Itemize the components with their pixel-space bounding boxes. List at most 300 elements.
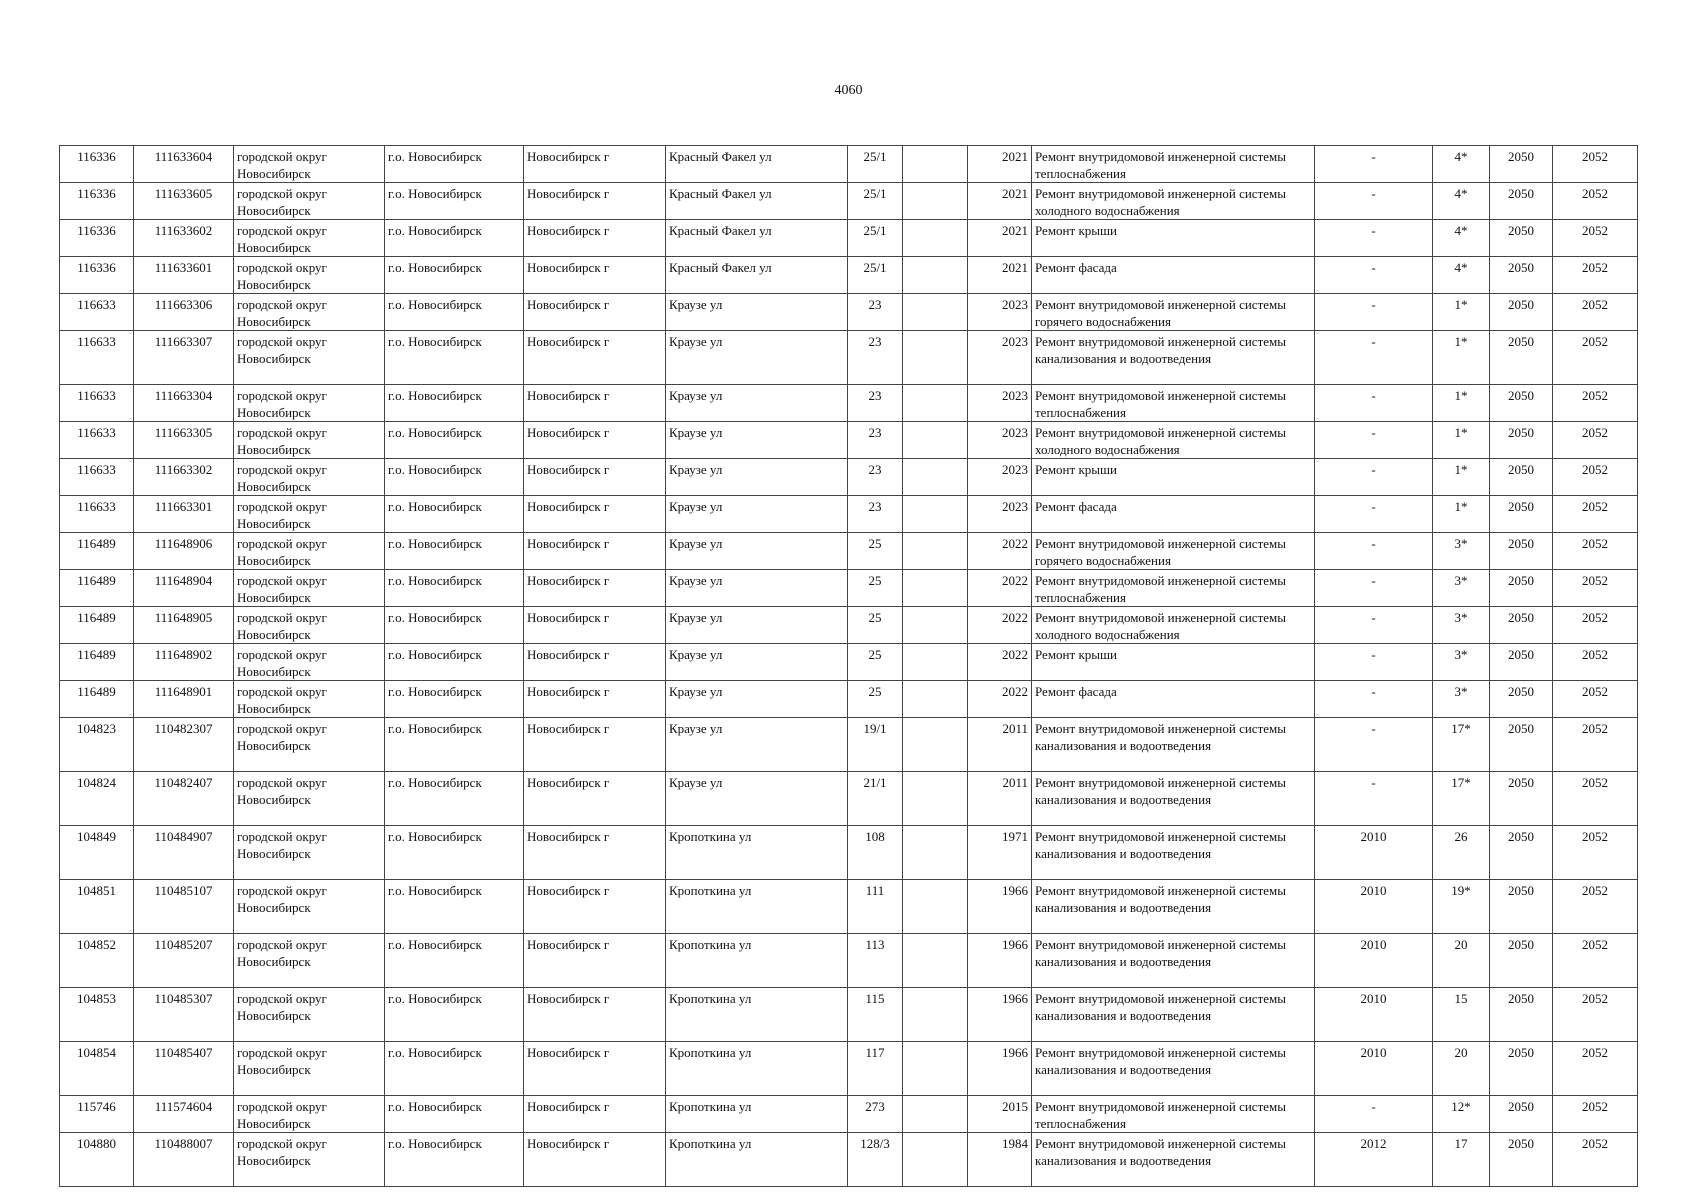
cell-street: Кропоткина ул: [666, 880, 848, 934]
cell-year-built: 1984: [968, 1133, 1032, 1187]
cell-locality: Новосибирск г: [524, 146, 666, 183]
cell-work-code: 110485307: [134, 988, 234, 1042]
cell-wear: 3*: [1433, 570, 1490, 607]
cell-year-built: 2023: [968, 385, 1032, 422]
cell-municipality: г.о. Новосибирск: [385, 459, 524, 496]
cell-district: городской округ Новосибирск: [234, 570, 385, 607]
cell-municipality: г.о. Новосибирск: [385, 496, 524, 533]
cell-street: Краузе ул: [666, 718, 848, 772]
cell-wear: 17: [1433, 1133, 1490, 1187]
cell-work-code: 110482407: [134, 772, 234, 826]
cell-last-repair-year: 2010: [1315, 1042, 1433, 1096]
cell-period-start: 2050: [1490, 331, 1553, 385]
cell-year-built: 2021: [968, 257, 1032, 294]
cell-street: Краузе ул: [666, 533, 848, 570]
cell-locality: Новосибирск г: [524, 385, 666, 422]
cell-wear: 3*: [1433, 681, 1490, 718]
cell-corpus: [903, 681, 968, 718]
cell-work-code: 111633601: [134, 257, 234, 294]
cell-locality: Новосибирск г: [524, 772, 666, 826]
cell-work-type: Ремонт крыши: [1032, 220, 1315, 257]
cell-corpus: [903, 146, 968, 183]
cell-district: городской округ Новосибирск: [234, 331, 385, 385]
cell-work-code: 111648901: [134, 681, 234, 718]
cell-year-built: 1966: [968, 988, 1032, 1042]
table-row: [60, 934, 1638, 988]
table-row: [60, 607, 1638, 644]
cell-period-end: 2052: [1553, 459, 1638, 496]
table-row: [60, 533, 1638, 570]
cell-work-code: 110482307: [134, 718, 234, 772]
cell-last-repair-year: -: [1315, 772, 1433, 826]
cell-work-type: Ремонт внутридомовой инженерной системы холодного водоснабжения: [1032, 607, 1315, 644]
cell-municipality: г.о. Новосибирск: [385, 1096, 524, 1133]
cell-period-start: 2050: [1490, 644, 1553, 681]
cell-object-id: 104880: [60, 1133, 134, 1187]
cell-municipality: г.о. Новосибирск: [385, 294, 524, 331]
cell-district: городской округ Новосибирск: [234, 1042, 385, 1096]
cell-locality: Новосибирск г: [524, 988, 666, 1042]
cell-street: Краузе ул: [666, 294, 848, 331]
cell-year-built: 2011: [968, 772, 1032, 826]
cell-year-built: 2021: [968, 146, 1032, 183]
cell-wear: 4*: [1433, 183, 1490, 220]
cell-wear: 3*: [1433, 607, 1490, 644]
cell-house-number: 128/3: [848, 1133, 903, 1187]
cell-last-repair-year: -: [1315, 183, 1433, 220]
cell-street: Кропоткина ул: [666, 1096, 848, 1133]
cell-house-number: 23: [848, 294, 903, 331]
cell-period-start: 2050: [1490, 1096, 1553, 1133]
cell-work-code: 111663306: [134, 294, 234, 331]
cell-work-code: 111633604: [134, 146, 234, 183]
cell-municipality: г.о. Новосибирск: [385, 570, 524, 607]
cell-municipality: г.о. Новосибирск: [385, 826, 524, 880]
table-row: [60, 459, 1638, 496]
cell-work-code: 111633602: [134, 220, 234, 257]
cell-work-code: 111633605: [134, 183, 234, 220]
cell-corpus: [903, 934, 968, 988]
cell-period-end: 2052: [1553, 331, 1638, 385]
cell-wear: 1*: [1433, 331, 1490, 385]
cell-last-repair-year: -: [1315, 1096, 1433, 1133]
cell-locality: Новосибирск г: [524, 607, 666, 644]
cell-street: Краузе ул: [666, 772, 848, 826]
cell-work-type: Ремонт внутридомовой инженерной системы канализования и водоотведения: [1032, 772, 1315, 826]
cell-street: Красный Факел ул: [666, 220, 848, 257]
cell-period-start: 2050: [1490, 496, 1553, 533]
cell-corpus: [903, 607, 968, 644]
cell-work-code: 110485207: [134, 934, 234, 988]
cell-municipality: г.о. Новосибирск: [385, 220, 524, 257]
cell-house-number: 23: [848, 422, 903, 459]
table-row: [60, 772, 1638, 826]
cell-object-id: 104824: [60, 772, 134, 826]
cell-street: Краузе ул: [666, 331, 848, 385]
cell-last-repair-year: -: [1315, 644, 1433, 681]
cell-object-id: 116489: [60, 533, 134, 570]
cell-house-number: 25: [848, 681, 903, 718]
cell-year-built: 2022: [968, 681, 1032, 718]
cell-municipality: г.о. Новосибирск: [385, 146, 524, 183]
cell-object-id: 116336: [60, 183, 134, 220]
cell-period-start: 2050: [1490, 1133, 1553, 1187]
cell-municipality: г.о. Новосибирск: [385, 331, 524, 385]
cell-work-code: 111648906: [134, 533, 234, 570]
cell-house-number: 115: [848, 988, 903, 1042]
cell-last-repair-year: -: [1315, 331, 1433, 385]
cell-last-repair-year: -: [1315, 607, 1433, 644]
cell-street: Краузе ул: [666, 422, 848, 459]
cell-period-start: 2050: [1490, 988, 1553, 1042]
cell-period-start: 2050: [1490, 220, 1553, 257]
cell-street: Кропоткина ул: [666, 826, 848, 880]
cell-period-start: 2050: [1490, 294, 1553, 331]
cell-period-end: 2052: [1553, 294, 1638, 331]
cell-period-start: 2050: [1490, 257, 1553, 294]
cell-period-end: 2052: [1553, 257, 1638, 294]
cell-period-start: 2050: [1490, 183, 1553, 220]
cell-object-id: 116633: [60, 496, 134, 533]
cell-locality: Новосибирск г: [524, 644, 666, 681]
cell-district: городской округ Новосибирск: [234, 607, 385, 644]
cell-locality: Новосибирск г: [524, 459, 666, 496]
cell-work-type: Ремонт фасада: [1032, 257, 1315, 294]
cell-period-start: 2050: [1490, 772, 1553, 826]
cell-house-number: 25/1: [848, 183, 903, 220]
cell-locality: Новосибирск г: [524, 934, 666, 988]
cell-work-type: Ремонт внутридомовой инженерной системы канализования и водоотведения: [1032, 880, 1315, 934]
cell-year-built: 2022: [968, 533, 1032, 570]
cell-wear: 4*: [1433, 257, 1490, 294]
cell-district: городской округ Новосибирск: [234, 681, 385, 718]
cell-municipality: г.о. Новосибирск: [385, 934, 524, 988]
cell-municipality: г.о. Новосибирск: [385, 385, 524, 422]
cell-wear: 15: [1433, 988, 1490, 1042]
cell-locality: Новосибирск г: [524, 681, 666, 718]
table-row: [60, 422, 1638, 459]
cell-wear: 3*: [1433, 533, 1490, 570]
cell-locality: Новосибирск г: [524, 826, 666, 880]
cell-last-repair-year: -: [1315, 385, 1433, 422]
cell-corpus: [903, 496, 968, 533]
cell-corpus: [903, 988, 968, 1042]
cell-locality: Новосибирск г: [524, 570, 666, 607]
cell-last-repair-year: -: [1315, 570, 1433, 607]
cell-last-repair-year: 2010: [1315, 826, 1433, 880]
cell-object-id: 116489: [60, 644, 134, 681]
cell-wear: 17*: [1433, 718, 1490, 772]
cell-period-start: 2050: [1490, 422, 1553, 459]
cell-corpus: [903, 772, 968, 826]
cell-wear: 20: [1433, 934, 1490, 988]
cell-period-end: 2052: [1553, 880, 1638, 934]
cell-period-end: 2052: [1553, 183, 1638, 220]
cell-work-code: 111663305: [134, 422, 234, 459]
cell-street: Красный Факел ул: [666, 257, 848, 294]
cell-municipality: г.о. Новосибирск: [385, 644, 524, 681]
cell-wear: 12*: [1433, 1096, 1490, 1133]
cell-district: городской округ Новосибирск: [234, 934, 385, 988]
cell-corpus: [903, 718, 968, 772]
cell-work-code: 110485107: [134, 880, 234, 934]
table-row: [60, 1096, 1638, 1133]
cell-object-id: 116336: [60, 146, 134, 183]
cell-year-built: 2022: [968, 644, 1032, 681]
cell-street: Красный Факел ул: [666, 146, 848, 183]
cell-work-type: Ремонт внутридомовой инженерной системы теплоснабжения: [1032, 146, 1315, 183]
cell-street: Кропоткина ул: [666, 1133, 848, 1187]
cell-period-start: 2050: [1490, 533, 1553, 570]
cell-object-id: 104851: [60, 880, 134, 934]
cell-work-code: 110484907: [134, 826, 234, 880]
table-row: [60, 681, 1638, 718]
cell-last-repair-year: 2010: [1315, 880, 1433, 934]
cell-object-id: 116633: [60, 331, 134, 385]
cell-year-built: 2023: [968, 496, 1032, 533]
cell-period-end: 2052: [1553, 1133, 1638, 1187]
cell-object-id: 116489: [60, 681, 134, 718]
cell-last-repair-year: -: [1315, 718, 1433, 772]
cell-year-built: 2022: [968, 607, 1032, 644]
cell-house-number: 25/1: [848, 220, 903, 257]
cell-house-number: 273: [848, 1096, 903, 1133]
cell-last-repair-year: -: [1315, 294, 1433, 331]
cell-street: Краузе ул: [666, 385, 848, 422]
cell-wear: 1*: [1433, 459, 1490, 496]
cell-work-type: Ремонт внутридомовой инженерной системы теплоснабжения: [1032, 570, 1315, 607]
cell-house-number: 25: [848, 607, 903, 644]
cell-street: Краузе ул: [666, 681, 848, 718]
cell-period-end: 2052: [1553, 772, 1638, 826]
cell-locality: Новосибирск г: [524, 331, 666, 385]
table-row: [60, 570, 1638, 607]
cell-year-built: 2023: [968, 459, 1032, 496]
cell-period-start: 2050: [1490, 146, 1553, 183]
cell-municipality: г.о. Новосибирск: [385, 1133, 524, 1187]
cell-last-repair-year: 2012: [1315, 1133, 1433, 1187]
table-row: [60, 988, 1638, 1042]
cell-district: городской округ Новосибирск: [234, 988, 385, 1042]
cell-street: Кропоткина ул: [666, 988, 848, 1042]
cell-work-code: 111648904: [134, 570, 234, 607]
cell-last-repair-year: -: [1315, 496, 1433, 533]
cell-work-code: 110488007: [134, 1133, 234, 1187]
cell-period-end: 2052: [1553, 220, 1638, 257]
cell-locality: Новосибирск г: [524, 257, 666, 294]
cell-object-id: 116633: [60, 385, 134, 422]
cell-locality: Новосибирск г: [524, 183, 666, 220]
cell-period-start: 2050: [1490, 681, 1553, 718]
cell-last-repair-year: 2010: [1315, 988, 1433, 1042]
cell-last-repair-year: -: [1315, 533, 1433, 570]
cell-period-end: 2052: [1553, 644, 1638, 681]
cell-locality: Новосибирск г: [524, 533, 666, 570]
cell-period-end: 2052: [1553, 934, 1638, 988]
cell-wear: 4*: [1433, 146, 1490, 183]
cell-work-code: 111663307: [134, 331, 234, 385]
cell-corpus: [903, 459, 968, 496]
cell-work-type: Ремонт внутридомовой инженерной системы горячего водоснабжения: [1032, 294, 1315, 331]
cell-locality: Новосибирск г: [524, 1096, 666, 1133]
cell-work-code: 111663301: [134, 496, 234, 533]
cell-year-built: 2022: [968, 570, 1032, 607]
cell-work-code: 111663304: [134, 385, 234, 422]
cell-year-built: 2021: [968, 183, 1032, 220]
cell-district: городской округ Новосибирск: [234, 1133, 385, 1187]
cell-district: городской округ Новосибирск: [234, 533, 385, 570]
cell-last-repair-year: -: [1315, 459, 1433, 496]
cell-district: городской округ Новосибирск: [234, 1096, 385, 1133]
cell-last-repair-year: -: [1315, 681, 1433, 718]
cell-object-id: 115746: [60, 1096, 134, 1133]
cell-object-id: 116633: [60, 459, 134, 496]
cell-district: городской округ Новосибирск: [234, 294, 385, 331]
cell-district: городской округ Новосибирск: [234, 220, 385, 257]
cell-work-type: Ремонт внутридомовой инженерной системы холодного водоснабжения: [1032, 422, 1315, 459]
cell-object-id: 116489: [60, 607, 134, 644]
cell-street: Краузе ул: [666, 496, 848, 533]
cell-wear: 19*: [1433, 880, 1490, 934]
cell-wear: 1*: [1433, 385, 1490, 422]
cell-last-repair-year: -: [1315, 146, 1433, 183]
page-number: 4060: [834, 83, 863, 98]
cell-year-built: 2015: [968, 1096, 1032, 1133]
cell-house-number: 108: [848, 826, 903, 880]
cell-street: Краузе ул: [666, 570, 848, 607]
cell-corpus: [903, 826, 968, 880]
cell-work-type: Ремонт фасада: [1032, 496, 1315, 533]
cell-district: городской округ Новосибирск: [234, 183, 385, 220]
table-row: [60, 1133, 1638, 1187]
table-row: [60, 220, 1638, 257]
cell-locality: Новосибирск г: [524, 718, 666, 772]
cell-object-id: 116633: [60, 422, 134, 459]
cell-work-type: Ремонт внутридомовой инженерной системы горячего водоснабжения: [1032, 533, 1315, 570]
cell-work-code: 111648902: [134, 644, 234, 681]
cell-period-end: 2052: [1553, 1042, 1638, 1096]
cell-period-end: 2052: [1553, 681, 1638, 718]
cell-year-built: 2021: [968, 220, 1032, 257]
cell-district: городской округ Новосибирск: [234, 459, 385, 496]
table-row: [60, 644, 1638, 681]
cell-house-number: 19/1: [848, 718, 903, 772]
cell-corpus: [903, 422, 968, 459]
cell-period-start: 2050: [1490, 934, 1553, 988]
cell-wear: 4*: [1433, 220, 1490, 257]
cell-corpus: [903, 1133, 968, 1187]
cell-locality: Новосибирск г: [524, 1133, 666, 1187]
cell-work-type: Ремонт внутридомовой инженерной системы канализования и водоотведения: [1032, 934, 1315, 988]
cell-object-id: 116489: [60, 570, 134, 607]
cell-wear: 17*: [1433, 772, 1490, 826]
cell-last-repair-year: -: [1315, 422, 1433, 459]
cell-period-end: 2052: [1553, 826, 1638, 880]
cell-locality: Новосибирск г: [524, 220, 666, 257]
cell-corpus: [903, 570, 968, 607]
cell-work-code: 111574604: [134, 1096, 234, 1133]
cell-work-type: Ремонт внутридомовой инженерной системы канализования и водоотведения: [1032, 1042, 1315, 1096]
cell-house-number: 25: [848, 644, 903, 681]
cell-district: городской округ Новосибирск: [234, 496, 385, 533]
cell-period-end: 2052: [1553, 496, 1638, 533]
table-row: [60, 257, 1638, 294]
cell-year-built: 1966: [968, 1042, 1032, 1096]
cell-last-repair-year: 2010: [1315, 934, 1433, 988]
cell-corpus: [903, 1096, 968, 1133]
cell-year-built: 2023: [968, 294, 1032, 331]
cell-house-number: 25/1: [848, 257, 903, 294]
cell-year-built: 2023: [968, 422, 1032, 459]
cell-municipality: г.о. Новосибирск: [385, 607, 524, 644]
cell-district: городской округ Новосибирск: [234, 718, 385, 772]
cell-house-number: 23: [848, 496, 903, 533]
cell-object-id: 116336: [60, 257, 134, 294]
cell-municipality: г.о. Новосибирск: [385, 772, 524, 826]
cell-house-number: 25/1: [848, 146, 903, 183]
cell-work-type: Ремонт внутридомовой инженерной системы канализования и водоотведения: [1032, 988, 1315, 1042]
cell-year-built: 1966: [968, 880, 1032, 934]
cell-municipality: г.о. Новосибирск: [385, 718, 524, 772]
cell-locality: Новосибирск г: [524, 422, 666, 459]
cell-work-code: 111663302: [134, 459, 234, 496]
cell-period-end: 2052: [1553, 422, 1638, 459]
cell-work-type: Ремонт внутридомовой инженерной системы теплоснабжения: [1032, 1096, 1315, 1133]
cell-municipality: г.о. Новосибирск: [385, 880, 524, 934]
cell-house-number: 25: [848, 570, 903, 607]
cell-work-type: Ремонт фасада: [1032, 681, 1315, 718]
cell-district: городской округ Новосибирск: [234, 772, 385, 826]
table-row: [60, 880, 1638, 934]
cell-period-start: 2050: [1490, 718, 1553, 772]
cell-work-type: Ремонт крыши: [1032, 459, 1315, 496]
cell-work-code: 111648905: [134, 607, 234, 644]
cell-object-id: 104853: [60, 988, 134, 1042]
cell-wear: 1*: [1433, 496, 1490, 533]
cell-district: городской округ Новосибирск: [234, 880, 385, 934]
table-row: [60, 183, 1638, 220]
cell-municipality: г.о. Новосибирск: [385, 257, 524, 294]
cell-year-built: 1971: [968, 826, 1032, 880]
cell-locality: Новосибирск г: [524, 1042, 666, 1096]
cell-street: Кропоткина ул: [666, 1042, 848, 1096]
table-row: [60, 718, 1638, 772]
cell-period-end: 2052: [1553, 718, 1638, 772]
cell-work-type: Ремонт внутридомовой инженерной системы канализования и водоотведения: [1032, 331, 1315, 385]
cell-house-number: 23: [848, 385, 903, 422]
cell-house-number: 113: [848, 934, 903, 988]
cell-period-start: 2050: [1490, 607, 1553, 644]
cell-wear: 20: [1433, 1042, 1490, 1096]
table-row: [60, 1042, 1638, 1096]
cell-year-built: 2023: [968, 331, 1032, 385]
cell-period-end: 2052: [1553, 570, 1638, 607]
cell-period-end: 2052: [1553, 1096, 1638, 1133]
cell-corpus: [903, 644, 968, 681]
cell-last-repair-year: -: [1315, 220, 1433, 257]
cell-corpus: [903, 294, 968, 331]
cell-municipality: г.о. Новосибирск: [385, 1042, 524, 1096]
table-row: [60, 294, 1638, 331]
cell-street: Краузе ул: [666, 644, 848, 681]
cell-period-end: 2052: [1553, 385, 1638, 422]
cell-period-start: 2050: [1490, 880, 1553, 934]
cell-wear: 1*: [1433, 294, 1490, 331]
cell-wear: 26: [1433, 826, 1490, 880]
cell-work-type: Ремонт внутридомовой инженерной системы канализования и водоотведения: [1032, 1133, 1315, 1187]
cell-municipality: г.о. Новосибирск: [385, 183, 524, 220]
cell-house-number: 23: [848, 459, 903, 496]
